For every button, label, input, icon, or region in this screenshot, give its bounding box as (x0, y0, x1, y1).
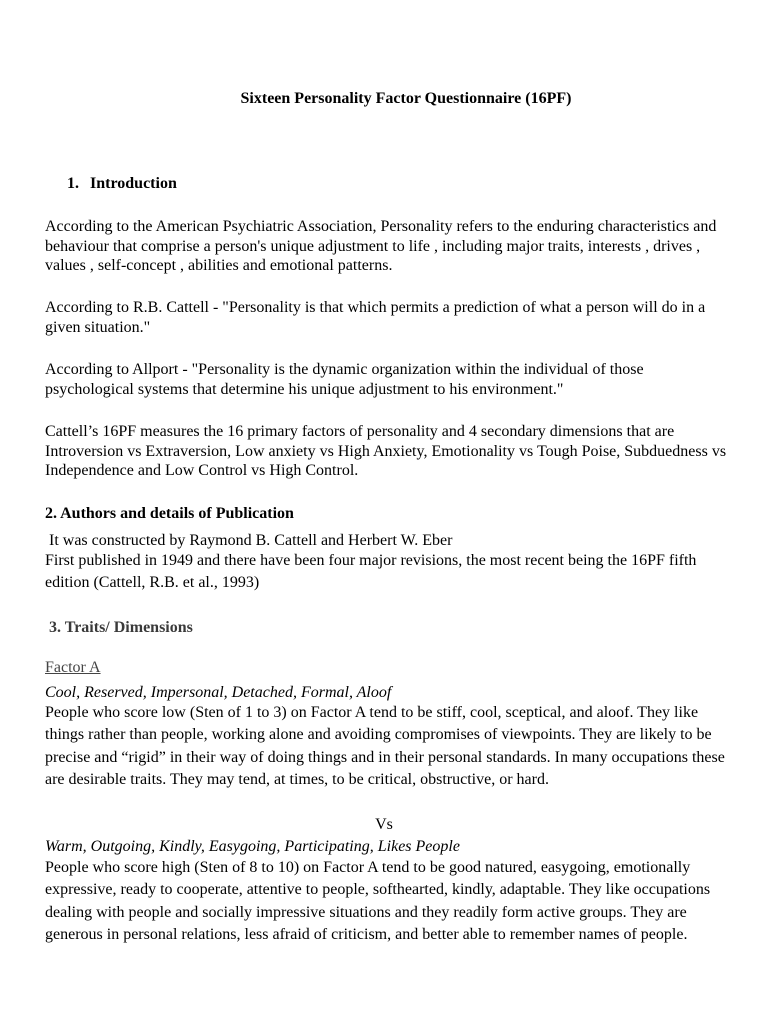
section-2-heading: 2. Authors and details of Publication (45, 505, 294, 522)
intro-paragraph-apa: According to the American Psychiatric Association, Personality refers to the enduring characteristics and behaviour that comprise a person's unique adjustment to life , including major traits, interests , drives , values , self-concept , abilities and emotional patterns. (45, 218, 717, 274)
intro-paragraph-cattell: According to R.B. Cattell - "Personality is that which permits a prediction of what a person will do in a given situation." (45, 299, 706, 336)
section-1-number: 1. (67, 175, 79, 192)
section-1-title: Introduction (90, 175, 177, 192)
section-1-heading (67, 175, 177, 193)
authors-line: It was constructed by Raymond B. Cattell and Herbert W. Eber (45, 532, 453, 549)
document-title: Sixteen Personality Factor Questionnaire (16PF) (240, 90, 572, 107)
intro-paragraph-allport: According to Allport - "Personality is the dynamic organization within the individual of those psychological systems that determine his unique adjustment to his environment." (45, 361, 644, 398)
factor-a-high-traits: Warm, Outgoing, Kindly, Easygoing, Participating, Likes People (45, 838, 460, 855)
factor-a-label: Factor A (45, 659, 101, 676)
factor-a-low-traits: Cool, Reserved, Impersonal, Detached, Formal, Aloof (45, 684, 392, 701)
factor-a-high-description: People who score high (Sten of 8 to 10) on Factor A tend to be good natured, easygoing, emotionally expressive, ready to cooperate, attentive to people, softhearted, kindly, adaptable. They like occupations dealing with people and socially impressive situations and they readily form active groups. They are generous in personal relations, less afraid of criticism, and better able to remember names of people. (45, 859, 711, 944)
publication-details: First published in 1949 and there have been four major revisions, the most recent being the 16PF fifth edition (Cattell, R.B. et al., 1993) (45, 552, 697, 592)
factor-a-low-description: People who score low (Sten of 1 to 3) on Factor A tend to be stiff, cool, sceptical, and aloof. They like things rather than people, working alone and avoiding compromises of viewpoints. They are likely to be precise and “rigid” in their way of doing things and in their personal standards. In many occupations these are desirable traits. They may tend, at times, to be critical, obstructive, or hard. (45, 704, 725, 789)
section-3-heading: 3. Traits/ Dimensions (49, 619, 193, 636)
versus-label: Vs (375, 816, 393, 833)
intro-paragraph-16pf: Cattell’s 16PF measures the 16 primary factors of personality and 4 secondary dimensions that are Introversion vs Extraversion, Low anxiety vs High Anxiety, Emotionality vs Tough Poise, Subduedness vs Independence and Low Control vs High Control. (45, 423, 727, 479)
